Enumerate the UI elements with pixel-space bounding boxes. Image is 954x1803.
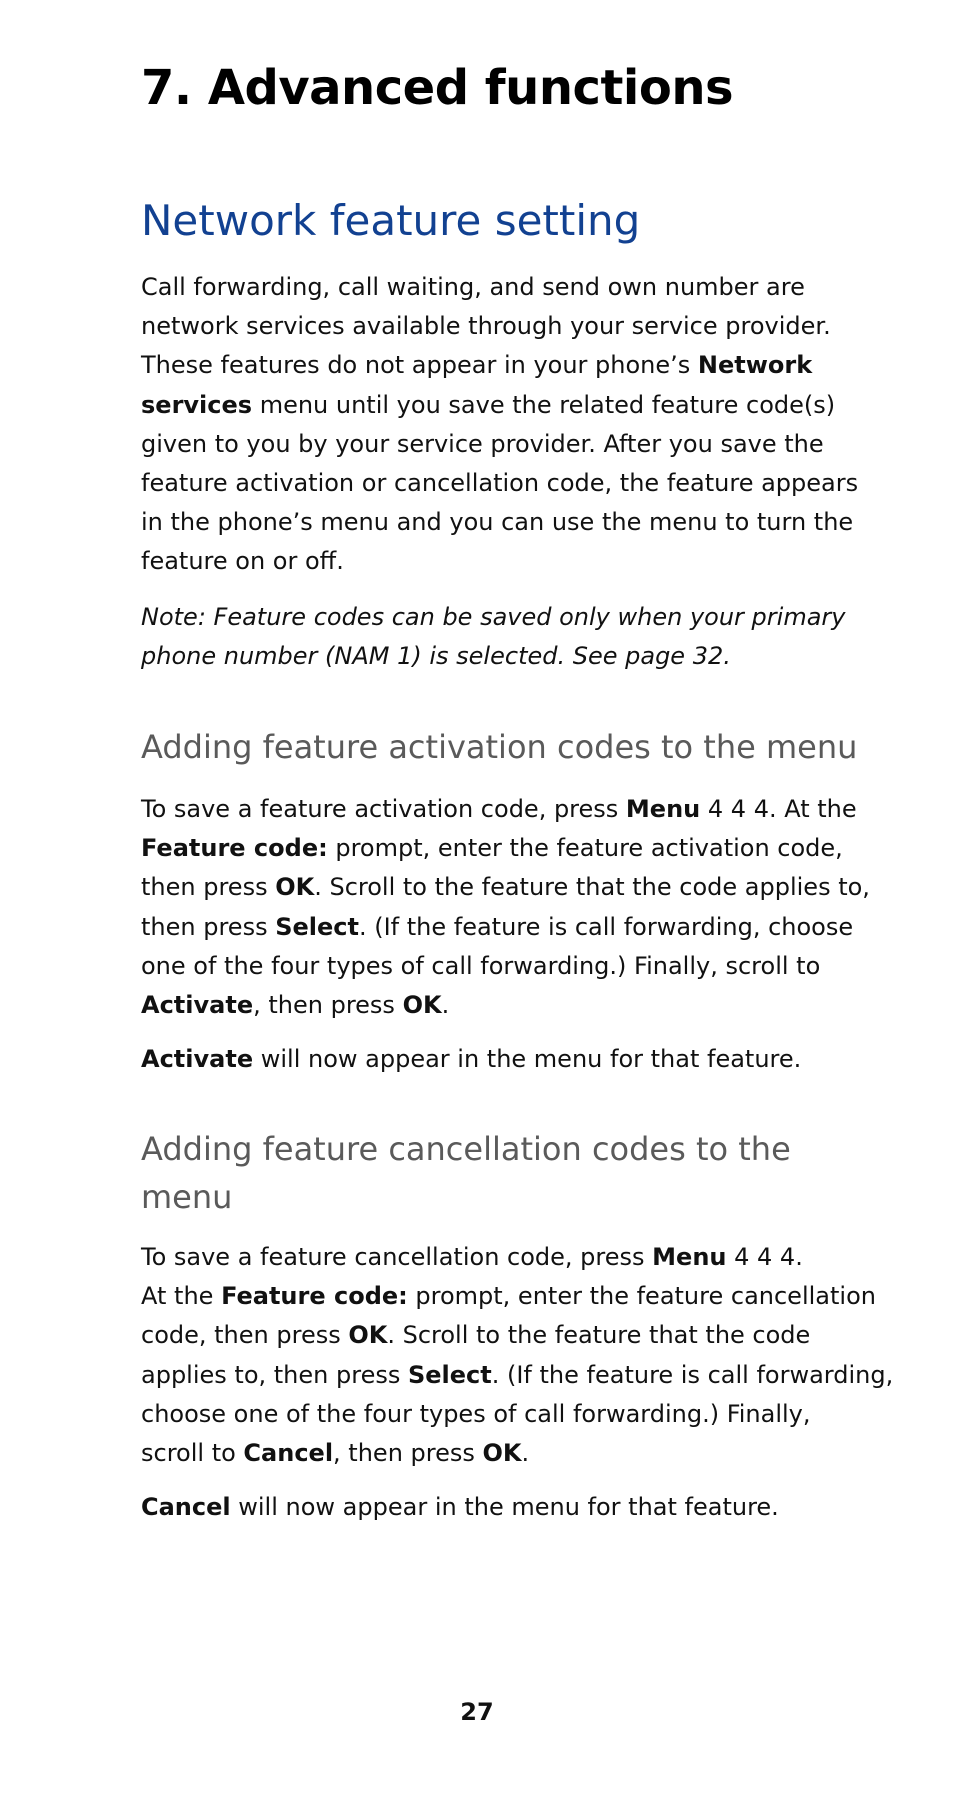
activation-instructions — [141, 790, 901, 1025]
text-run: network services available through your service provider. — [141, 312, 831, 341]
bold-term: Activate — [141, 1045, 254, 1073]
text-line — [141, 1040, 901, 1079]
bold-term: Menu — [652, 1243, 727, 1271]
text-line — [141, 425, 901, 464]
chapter-title: 7. Advanced functions — [141, 60, 734, 116]
text-line — [141, 1238, 901, 1277]
cancellation-heading — [141, 1125, 901, 1221]
cancellation-instructions — [141, 1238, 901, 1473]
text-run: . Scroll to the feature that the code — [387, 1321, 811, 1350]
text-line — [141, 829, 901, 868]
text-line — [141, 1356, 901, 1395]
text-run: At the — [141, 1282, 222, 1311]
bold-term: Cancel — [141, 1493, 231, 1521]
bold-term: OK — [402, 991, 442, 1020]
text-line — [141, 947, 901, 986]
text-run: To save a feature cancellation code, press — [141, 1243, 653, 1271]
text-run: then press — [141, 912, 276, 941]
text-line — [141, 1316, 901, 1355]
text-run: 4 4 4. At the — [700, 795, 857, 823]
text-run: one of the four types of call forwarding.) Finally, scroll to — [141, 951, 821, 980]
text-run: , then press — [253, 991, 403, 1020]
bold-term: Network — [697, 351, 813, 380]
activation-result — [141, 1040, 901, 1079]
bold-term: Activate — [141, 991, 254, 1020]
section-title: Network feature setting — [141, 196, 641, 245]
text-run: prompt, enter the feature cancellation — [407, 1282, 876, 1311]
text-run: choose one of the four types of call forwarding.) Finally, — [141, 1399, 811, 1428]
text-line — [141, 503, 901, 542]
text-run: . Scroll to the feature that the code applies to, — [314, 873, 870, 902]
text-run: in the phone’s menu and you can use the menu to turn the — [141, 508, 854, 537]
bold-term: services — [141, 390, 253, 419]
activation-heading: Adding feature activation codes to the menu — [141, 728, 858, 766]
text-run: . — [441, 991, 450, 1020]
text-run: phone number (NAM 1) is selected. See page 32. — [141, 642, 731, 671]
text-line — [141, 1434, 901, 1473]
text-run: menu until you save the related feature code(s) — [252, 390, 836, 419]
bold-term: Cancel — [243, 1439, 334, 1468]
note-paragraph — [141, 598, 901, 676]
text-line — [141, 1277, 901, 1316]
text-run: code, then press — [141, 1321, 349, 1350]
text-line — [141, 637, 901, 676]
text-run: feature activation or cancellation code, the feature appears — [141, 469, 859, 498]
intro-paragraph — [141, 268, 901, 582]
text-run: prompt, enter the feature activation code, — [327, 834, 843, 863]
text-run: , then press — [333, 1439, 483, 1468]
text-run: given to you by your service provider. After you save the — [141, 429, 824, 458]
bold-term: OK — [275, 873, 315, 902]
bold-term: Feature code: — [141, 834, 328, 863]
text-line — [141, 268, 901, 307]
cancellation-heading-line: Adding feature cancellation codes to the — [141, 1130, 791, 1168]
text-run: applies to, then press — [141, 1360, 408, 1389]
page-number: 27 — [460, 1698, 494, 1726]
cancellation-heading-line: menu — [141, 1178, 233, 1216]
bold-term: Select — [275, 912, 359, 941]
bold-term: Menu — [625, 795, 701, 823]
text-run: . — [521, 1439, 530, 1468]
text-line — [141, 307, 901, 346]
text-run: then press — [141, 873, 276, 902]
text-line — [141, 1395, 901, 1434]
text-run: To save a feature activation code, press — [141, 795, 626, 823]
cancellation-result — [141, 1488, 901, 1527]
text-line — [141, 908, 901, 947]
text-run: . (If the feature is call forwarding, choose — [358, 912, 854, 941]
text-run: Call forwarding, call waiting, and send own number are — [141, 273, 805, 301]
text-run: These features do not appear in your phone’s — [141, 351, 698, 380]
bold-term: OK — [482, 1439, 522, 1468]
text-run: Note: Feature codes can be saved only when your primary — [141, 603, 846, 631]
bold-term: Feature code: — [221, 1282, 408, 1311]
bold-term: Select — [407, 1360, 492, 1389]
text-run: will now appear in the menu for that feature. — [253, 1045, 802, 1073]
text-run: 4 4 4. — [726, 1243, 803, 1271]
text-run: . (If the feature is call forwarding, — [491, 1360, 894, 1389]
text-line — [141, 346, 901, 385]
bold-term: OK — [348, 1321, 388, 1350]
text-line — [141, 464, 901, 503]
text-line — [141, 598, 901, 637]
text-run: feature on or off. — [141, 547, 344, 576]
text-line — [141, 542, 901, 581]
text-run: scroll to — [141, 1439, 244, 1468]
text-line — [141, 868, 901, 907]
text-run: will now appear in the menu for that feature. — [230, 1493, 779, 1521]
text-line — [141, 790, 901, 829]
text-line — [141, 386, 901, 425]
text-line — [141, 986, 901, 1025]
text-line — [141, 1488, 901, 1527]
